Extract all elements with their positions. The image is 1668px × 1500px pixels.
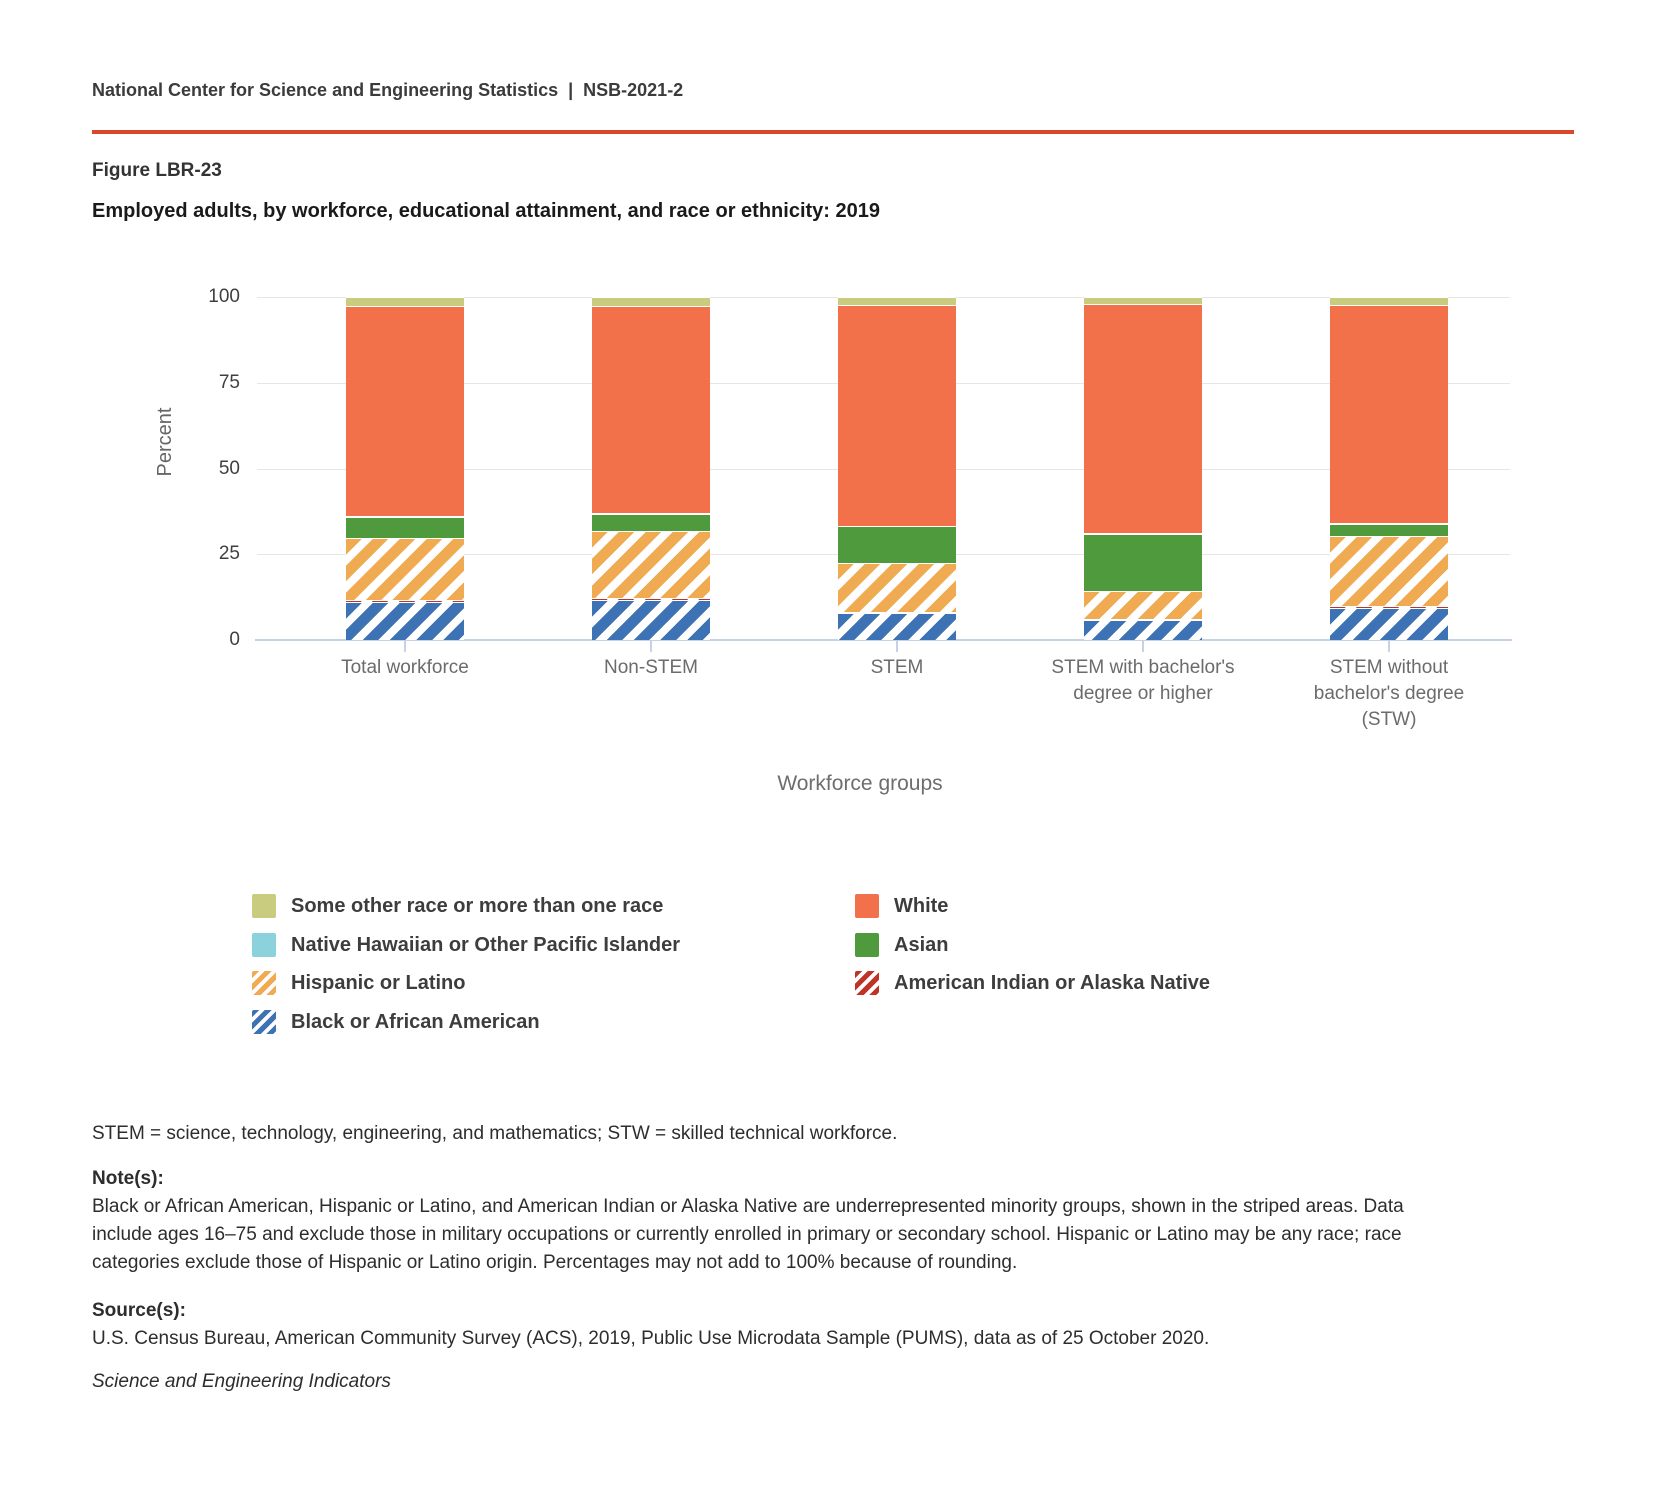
bar-segment[interactable] — [838, 563, 956, 611]
notes-text: Black or African American, Hispanic or Latino, and American Indian or Alaska Native are underrepresented minority groups, shown in the striped areas. Data include ages 16–75 and exclude those in military occupations or currently enrolled in primary or secondary school. Hispanic or Latino may be any race; race categories exclude those of Hispanic or Latino origin. Percentages may not add to 100% because of rounding. — [92, 1196, 1404, 1273]
bar-segment[interactable] — [1084, 297, 1202, 304]
bar-segment[interactable] — [1330, 305, 1448, 524]
bar-segment[interactable] — [1084, 620, 1202, 640]
x-tick-3 — [1142, 640, 1144, 652]
bar-segment[interactable] — [1330, 297, 1448, 305]
legend-swatch-icon — [855, 971, 879, 995]
bar-segment[interactable] — [592, 598, 710, 600]
legend-item-label: Asian — [894, 933, 949, 956]
y-tick-label-50: 50 — [218, 457, 240, 479]
legend-swatch-icon — [252, 971, 276, 995]
x-category-label: Non-STEM — [604, 657, 698, 678]
y-tick-label-75: 75 — [218, 371, 240, 393]
x-category-label: STEM without bachelor's degree (STW) — [1313, 657, 1465, 730]
x-category-label: Total workforce — [341, 657, 469, 678]
sources-label: Source(s): — [92, 1300, 186, 1321]
legend-item-label: Native Hawaiian or Other Pacific Islander — [291, 933, 681, 956]
legend-swatch-icon — [252, 933, 276, 957]
bar-segment[interactable] — [346, 297, 464, 306]
bar-segment[interactable] — [1330, 523, 1448, 524]
bar-segment[interactable] — [1084, 534, 1202, 591]
legend-item-label: Some other race or more than one race — [291, 894, 664, 917]
x-tick-2 — [896, 640, 898, 652]
bar-segment[interactable] — [838, 612, 956, 614]
bar-segment[interactable] — [838, 526, 956, 563]
legend-item[interactable] — [252, 970, 465, 996]
x-category-label: STEM — [870, 657, 924, 678]
bar-segment[interactable] — [346, 538, 464, 599]
bar-segment[interactable] — [838, 613, 956, 640]
publication-credit: Science and Engineering Indicators — [92, 1371, 391, 1392]
chart-title: Employed adults, by workforce, educational attainment, and race or ethnicity: 2019 — [92, 200, 880, 222]
bar-segment[interactable] — [346, 602, 464, 640]
x-tick-0 — [404, 640, 406, 652]
bar-segment[interactable] — [1330, 524, 1448, 536]
bar-segment[interactable] — [346, 306, 464, 516]
bar-segment[interactable] — [592, 306, 710, 514]
bar-segment[interactable] — [1084, 304, 1202, 533]
y-tick-label-25: 25 — [218, 543, 240, 565]
y-tick-label-0: 0 — [229, 629, 240, 650]
legend-item[interactable] — [252, 893, 663, 919]
bar-segment[interactable] — [1084, 533, 1202, 534]
legend-item-label: Black or African American — [291, 1010, 540, 1033]
legend-item[interactable] — [855, 932, 948, 958]
bar-segment[interactable] — [838, 297, 956, 305]
legend-item-label: Hispanic or Latino — [291, 971, 466, 994]
figure-number: Figure LBR-23 — [92, 160, 222, 181]
bar-segment[interactable] — [1330, 536, 1448, 606]
legend-swatch-icon — [252, 894, 276, 918]
bar-segment[interactable] — [592, 513, 710, 514]
legend-item[interactable] — [252, 1009, 540, 1035]
x-axis-title: Workforce groups — [777, 772, 943, 795]
bar-segment[interactable] — [592, 600, 710, 640]
legend-item[interactable] — [855, 970, 1210, 996]
bar-segment[interactable] — [592, 531, 710, 598]
x-category-label: STEM with bachelor's degree or higher — [1051, 657, 1235, 704]
sources-text: U.S. Census Bureau, American Community Survey (ACS), 2019, Public Use Microdata Sample (PUMS), data as of 25 October 2020. — [92, 1328, 1210, 1349]
bar-segment[interactable] — [1084, 619, 1202, 620]
legend-item-label: American Indian or Alaska Native — [894, 971, 1211, 994]
bar-segment[interactable] — [592, 297, 710, 306]
legend-swatch-icon — [855, 894, 879, 918]
bar-segment[interactable] — [346, 517, 464, 539]
notes-label: Note(s): — [92, 1168, 164, 1189]
bar-segment[interactable] — [838, 305, 956, 526]
bar-segment[interactable] — [592, 514, 710, 531]
bar-segment[interactable] — [1330, 606, 1448, 608]
legend-swatch-icon — [855, 933, 879, 957]
abbreviation-note: STEM = science, technology, engineering, and mathematics; STW = skilled technical workforce. — [92, 1123, 898, 1144]
y-axis-title: Percent — [154, 407, 176, 477]
bar-segment[interactable] — [1330, 608, 1448, 640]
bar-segment[interactable] — [346, 516, 464, 517]
x-tick-1 — [650, 640, 652, 652]
x-tick-4 — [1388, 640, 1390, 652]
legend-item[interactable] — [855, 893, 948, 919]
y-tick-label-100: 100 — [208, 286, 240, 307]
legend-item[interactable] — [252, 932, 680, 958]
legend-swatch-icon — [252, 1010, 276, 1034]
bar-segment[interactable] — [1084, 591, 1202, 619]
report-header: National Center for Science and Engineering Statistics | NSB-2021-2 — [92, 80, 684, 100]
bar-segment[interactable] — [838, 526, 956, 527]
bar-segment[interactable] — [346, 600, 464, 602]
legend-item-label: White — [894, 894, 949, 917]
